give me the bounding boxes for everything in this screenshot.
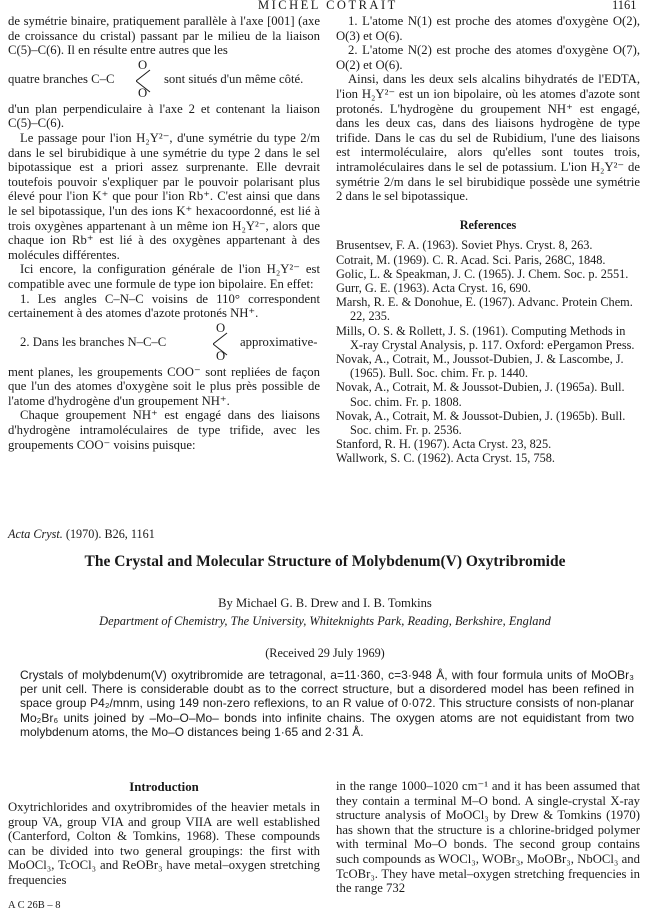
reference-item: Golic, L. & Speakman, J. C. (1965). J. Chem. Soc. p. 2551.: [336, 266, 629, 281]
running-head-author: MICHEL COTRAIT: [258, 0, 398, 12]
structure-text: quatre branches C–C: [8, 71, 115, 86]
reference-item: Novak, A., Cotrait, M. & Joussot-Dubien, J. (1965b). Bull. Soc. chim. Fr. p. 2536.: [336, 408, 626, 437]
left-paragraph-2: Le passage pour l'ion H₂Y²⁻, d'une symétrie du type 2/m dans le sel birubidique à une symétrie du type 2 dans le sel bipotassique est a priori assez surprenante. Elle devrait toutefois pouvoir s'expliquer par le pouvoir polarisant plus élevé pour l'ion K⁺ que pour l'ion Rb⁺. C'est ainsi que dans le sel bipotassique, l'un des ions K⁺ hexacoordonné, est lié à trois oxygènes appartenant à un même ion H₂Y²⁻, alors que chaque ion Rb⁺ est lié à des oxygènes appartenant à des molécules différentes.: [8, 130, 320, 262]
citation-volume: B26, 1161: [104, 527, 155, 541]
reference-item: Mills, O. S. & Rollett, J. S. (1961). Computing Methods in X-ray Crystal Analysis, p. 117. Oxford: ePergamon Press.: [336, 323, 635, 352]
left-paragraph-1: de symétrie binaire, pratiquement parallèle à l'axe [001] (axe de croissance du cristal) passant par le milieu de la liaison C(5)–C(6). Il en résulte entre autres que les: [8, 14, 320, 58]
citation-journal: Acta Cryst.: [8, 527, 63, 541]
reference-item: Cotrait, M. (1969). C. R. Acad. Sci. Paris, 268C, 1848.: [336, 252, 606, 267]
structure-tail-text: sont situés d'un même côté.: [164, 71, 304, 86]
references-heading: References: [459, 217, 517, 232]
structure-tail-text: approximative-: [240, 334, 318, 349]
structure-bottom-oxygen: O: [216, 348, 226, 363]
right-paragraph-3: Ainsi, dans les deux sels alcalins bihydratés de l'EDTA, l'ion H₂Y²⁻ est un ion bipolaire, où les atomes d'azote sont protonés. L'hydrogène du groupement NH⁺ est engagé, dans les deux cas, dans des liaisons hydrogène de type trifide. Dans le cas du sel de Rubidium, l'une des liaisons est intermoléculaire, alors qu'elles sont toutes trois, intramoléculaires dans le sel de potassium. L'ion H₂Y²⁻ de symétrie 2/m dans le sel birubidique possède une symétrie 2 dans le sel bipotassique.: [336, 72, 640, 204]
page-number: 1161: [612, 0, 637, 12]
introduction-heading: Introduction: [129, 780, 199, 794]
right-paragraph-2: 2. L'atome N(2) est proche des atomes d'oxygène O(7), O(2) et O(6).: [336, 43, 640, 72]
reference-item: Gurr, G. E. (1963). Acta Cryst. 16, 690.: [336, 280, 531, 295]
article-affiliation: Department of Chemistry, The University, Whiteknights Park, Reading, Berkshire, England: [99, 614, 551, 628]
reference-item: Wallwork, S. C. (1962). Acta Cryst. 15, 758.: [336, 451, 555, 466]
running-head: [0, 0, 650, 14]
structure-bottom-oxygen: O: [138, 85, 148, 100]
right-column: [336, 14, 640, 466]
structure-formula-1: [8, 58, 320, 102]
reference-item: Novak, A., Cotrait, M., Joussot-Dubien, J. & Lascombe, J. (1965). Bull. Soc. chim. Fr. p. 1440.: [336, 351, 624, 381]
reference-item: Marsh, R. E. & Donohue, E. (1967). Advanc. Protein Chem. 22, 235.: [336, 295, 633, 324]
received-date: (Received 29 July 1969): [265, 646, 385, 660]
reference-item: Stanford, R. H. (1967). Acta Cryst. 23, 825.: [336, 437, 552, 452]
page-footer: A C 26B – 8: [8, 900, 61, 911]
left-paragraph-3: Ici encore, la configuration générale de l'ion H₂Y²⁻ est compatible avec une formule de type ion bipolaire. En effet:: [8, 262, 320, 291]
structure-top-oxygen: O: [138, 57, 148, 72]
left-paragraph-5: ment planes, les groupements COO⁻ sont repliées de façon que l'un des atomes d'oxygène soit le plus près possible de l'atome d'hydrogène d'un groupement NH⁺.: [8, 364, 320, 408]
reference-item: Brusentsev, F. A. (1963). Soviet Phys. Cryst. 8, 263.: [336, 238, 593, 253]
left-paragraph-6: Chaque groupement NH⁺ est engagé dans des liaisons d'hydrogène intramoléculaires de type trifide, avec les groupements COO⁻ voisins puisque:: [8, 408, 320, 452]
structure-top-oxygen: O: [216, 320, 226, 335]
journal-citation: [8, 527, 155, 542]
left-paragraph-1b: d'un plan perpendiculaire à l'axe 2 et contenant la liaison C(5)–C(6).: [8, 101, 320, 131]
introduction-right-text: in the range 1000–1020 cm⁻¹ and it has been assumed that they contain a terminal M–O bond. A single-crystal X-ray structure analysis of MoOCl₃ by Drew & Tomkins (1970) has shown that the structure is a chlorine-bridged polymer with terminal Mo–O bonds. The second group contains such compounds as WOCl₃, WOBr₃, MoOBr₃, NbOCl₃ and TcOBr₃. They have metal–oxygen stretching frequencies in the range 732: [336, 779, 640, 896]
abstract: Crystals of molybdenum(V) oxytribromide are tetragonal, a=11·360, c=3·948 Å, with four formula units of MoOBr₃ per unit cell. There is considerable doubt as to the correct structure, but a disordered model has been refined in space group P4₂/mnm, using 149 non-zero reflexions, to an R value of 0·072. This structure consists of non-planar Mo₂Br₆ units joined by –Mo–O–Mo– bonds into infinite chains. The oxygen atoms are not equidistant from two molybdenum atoms, the Mo–O distances being 1·65 and 2·31 Å.: [20, 668, 634, 739]
left-column: [8, 14, 320, 452]
references-list: [336, 238, 640, 465]
article-byline: By Michael G. B. Drew and I. B. Tomkins: [218, 596, 432, 610]
right-paragraph-1: 1. L'atome N(1) est proche des atomes d'oxygène O(2), O(3) et O(6).: [336, 14, 640, 43]
introduction-left-text: Oxytrichlorides and oxytribromides of the heavier metals in group VA, group VIA and group VIIA are well established (Canterford, Colton & Tomkins, 1968). These compounds can be divided into two general groupings: the first with MoOCl₃, TcOCl₃ and ReOBr₃ have metal–oxygen stretching frequencies: [8, 800, 320, 887]
structure-formula-2: [8, 321, 320, 365]
structure-text: 2. Dans les branches N–C–C: [20, 334, 167, 349]
left-paragraph-4: 1. Les angles C–N–C voisins de 110° correspondent certainement à des atomes d'azote protonés NH⁺.: [8, 291, 320, 321]
reference-item: Novak, A., Cotrait, M. & Joussot-Dubien, J. (1965a). Bull. Soc. chim. Fr. p. 1808.: [336, 380, 625, 409]
article-title: The Crystal and Molecular Structure of Molybdenum(V) Oxytribromide: [84, 553, 566, 570]
citation-year: (1970).: [65, 527, 102, 541]
